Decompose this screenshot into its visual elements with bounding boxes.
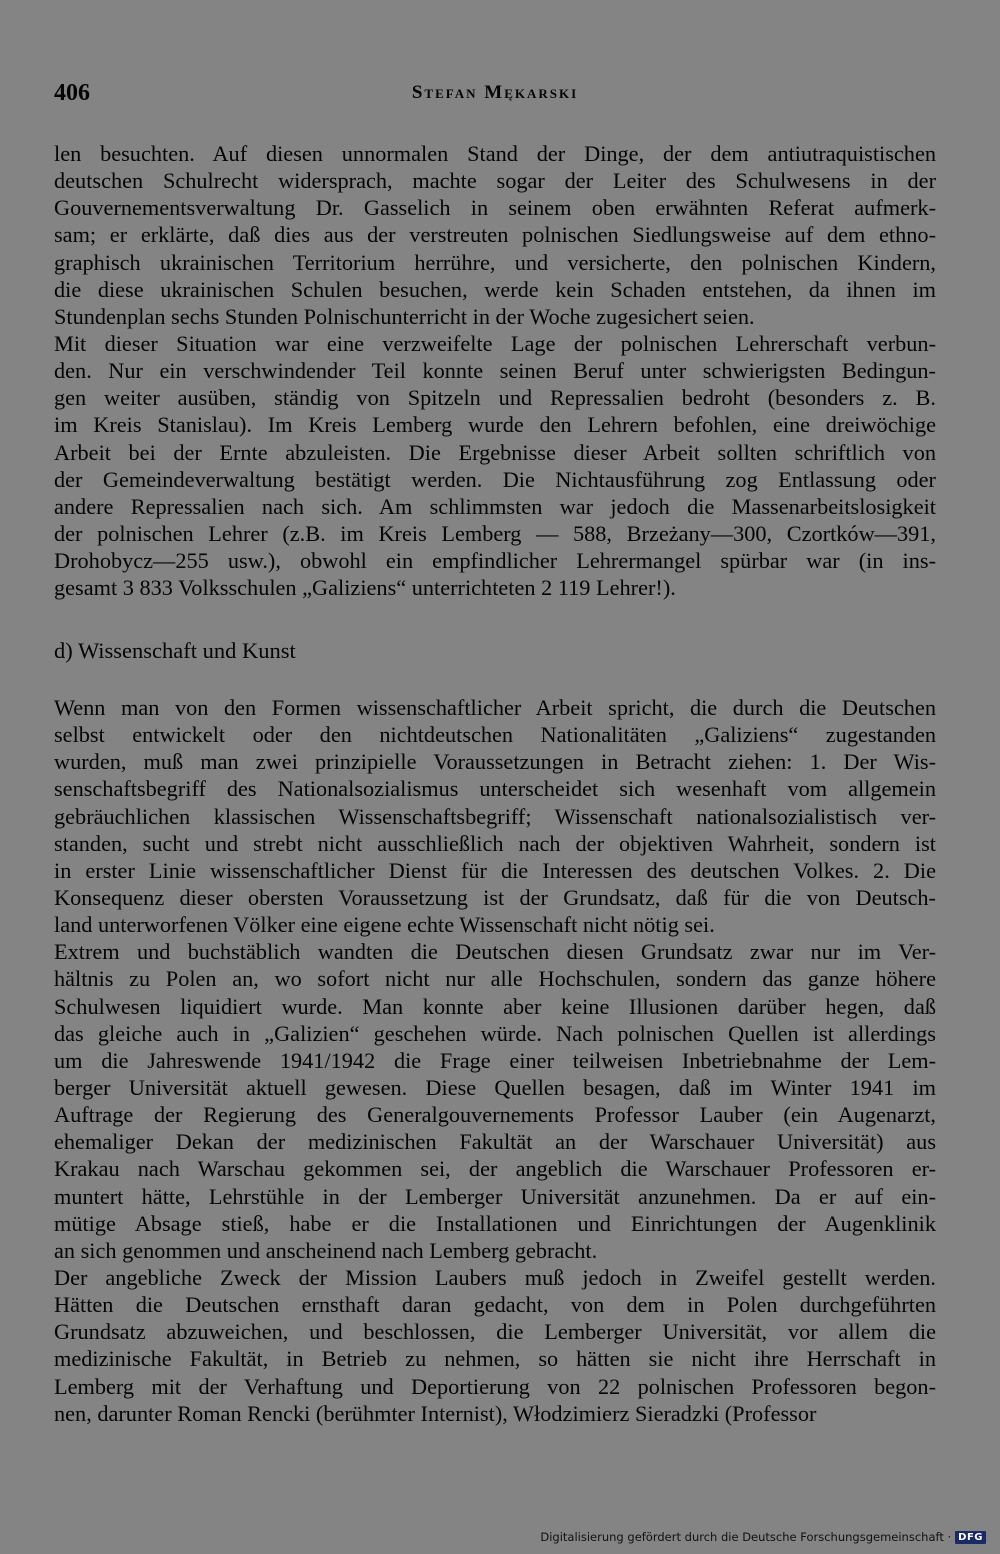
- text-line: nen, darunter Roman Rencki (berühmter Internist), Włodzimierz Sieradzki (Professor: [54, 1400, 817, 1426]
- text-line: Extrem und buchstäblich wandten die Deutschen diesen Grundsatz zwar nur im Ver-: [54, 939, 936, 965]
- text-line: berger Universität aktuell gewesen. Diese Quellen besagen, daß im Winter 1941 im: [54, 1074, 936, 1100]
- text-line: medizinische Fakultät, in Betrieb zu nehmen, so hätten sie nicht ihre Herrschaft in: [54, 1346, 936, 1372]
- text-line: Konsequenz dieser obersten Voraussetzung ist der Grundsatz, daß für die von Deutsch-: [54, 884, 936, 910]
- page-footer: [540, 1526, 986, 1548]
- running-head: Stefan Mękarski: [411, 82, 579, 103]
- text-line: Gouvernementsverwaltung Dr. Gasselich in seinem oben erwähnten Referat aufmerk-: [54, 195, 936, 221]
- dfg-logo: DFG: [955, 1531, 986, 1544]
- text-line: der Gemeindeverwaltung bestätigt werden. Die Nichtausführung zog Entlassung oder: [54, 466, 936, 492]
- page-header: [54, 76, 936, 112]
- text-line: Drohobycz—255 usw.), obwohl ein empfindlicher Lehrermangel spürbar war (in ins-: [54, 548, 936, 574]
- text-line: in erster Linie wissenschaftlicher Dienst für die Interessen des deutschen Volkes. 2. Die: [54, 857, 936, 883]
- text-line: Stundenplan sechs Stunden Polnischunterricht in der Woche zugesichert seien.: [54, 303, 755, 329]
- text-line: senschaftsbegriff des Nationalsozialismus unterscheidet sich wesenhaft vom allgemein: [54, 776, 936, 802]
- text-line: Der angebliche Zweck der Mission Laubers muß jedoch in Zweifel gestellt werden.: [54, 1264, 936, 1290]
- text-line: ehemaliger Dekan der medizinischen Fakultät an der Warschauer Universität) aus: [54, 1129, 936, 1155]
- footer-credit: Digitalisierung gefördert durch die Deutsche Forschungsgemeinschaft ·: [540, 1530, 952, 1544]
- text-line: im Kreis Stanislau). Im Kreis Lemberg wurde den Lehrern befohlen, eine dreiwöchige: [54, 412, 936, 438]
- section2-text: [54, 694, 936, 1427]
- text-line: Krakau nach Warschau gekommen sei, der angeblich die Warschauer Professoren er-: [54, 1156, 936, 1182]
- text-line: Grundsatz abzuweichen, und beschlossen, die Lemberger Universität, vor allem die: [54, 1319, 936, 1345]
- text-line: muntert hätte, Lehrstühle in der Lemberger Universität anzunehmen. Da er auf ein-: [54, 1183, 936, 1209]
- section-heading: d) Wissenschaft und Kunst: [54, 638, 296, 663]
- text-line: Lemberg mit der Verhaftung und Deportierung von 22 polnischen Professoren begon-: [54, 1373, 936, 1399]
- text-line: Mit dieser Situation war eine verzweifelte Lage der polnischen Lehrerschaft verbun-: [54, 330, 936, 356]
- text-line: um die Jahreswende 1941/1942 die Frage einer teilweisen Inbetriebnahme der Lem-: [54, 1047, 936, 1073]
- text-line: Arbeit bei der Ernte abzuleisten. Die Ergebnisse dieser Arbeit sollten schriftlich von: [54, 439, 936, 465]
- text-line: Hätten die Deutschen ernsthaft daran gedacht, von dem in Polen durchgeführten: [54, 1292, 936, 1318]
- text-line: der polnischen Lehrer (z.B. im Kreis Lemberg — 588, Brzeżany—300, Czortków—391,: [54, 520, 936, 546]
- text-line: gebräuchlichen klassischen Wissenschaftsbegriff; Wissenschaft nationalsozialistisch ver-: [54, 803, 936, 829]
- text-line: land unterworfenen Völker eine eigene echte Wissenschaft nicht nötig sei.: [54, 912, 715, 938]
- text-line: an sich genommen und anscheinend nach Lemberg gebracht.: [54, 1237, 598, 1263]
- text-line: wurden, muß man zwei prinzipielle Voraussetzungen in Betracht ziehen: 1. Der Wis-: [54, 749, 936, 775]
- text-line: Wenn man von den Formen wissenschaftlicher Arbeit spricht, die durch die Deutschen: [54, 695, 936, 720]
- text-line: Schulwesen liquidiert wurde. Man konnte aber keine Illusionen darüber hegen, daß: [54, 993, 936, 1019]
- text-line: gesamt 3 833 Volksschulen „Galiziens“ unterrichteten 2 119 Lehrer!).: [54, 575, 676, 601]
- text-line: selbst entwickelt oder den nichtdeutschen Nationalitäten „Galiziens“ zugestanden: [54, 722, 936, 748]
- text-line: den. Nur ein verschwindender Teil konnte seinen Beruf unter schwierigsten Bedingun-: [54, 358, 936, 384]
- page-number: 406: [54, 80, 90, 106]
- text-line: graphisch ukrainischen Territorium herrühre, und versicherte, den polnischen Kindern,: [54, 249, 936, 275]
- text-line: mütige Absage stieß, habe er die Installationen und Einrichtungen der Augenklinik: [54, 1210, 936, 1236]
- text-line: die diese ukrainischen Schulen besuchen, werde kein Schaden entstehen, da ihnen im: [54, 276, 936, 302]
- text-line: Auftrage der Regierung des Generalgouvernements Professor Lauber (ein Augenarzt,: [54, 1102, 936, 1128]
- text-line: len besuchten. Auf diesen unnormalen Stand der Dinge, der dem antiutraquistischen: [54, 141, 936, 166]
- section1-text: [54, 140, 936, 601]
- text-line: das gleiche auch in „Galizien“ geschehen würde. Nach polnischen Quellen ist allerdings: [54, 1020, 936, 1046]
- text-line: standen, sucht und strebt nicht ausschließlich nach der objektiven Wahrheit, sondern ist: [54, 830, 936, 856]
- text-line: deutschen Schulrecht widersprach, machte sogar der Leiter des Schulwesens in der: [54, 168, 936, 194]
- text-line: sam; er erklärte, daß dies aus der verstreuten polnischen Siedlungsweise auf dem ethno-: [54, 222, 936, 248]
- text-line: andere Repressalien nach sich. Am schlimmsten war jedoch die Massenarbeitslosigkeit: [54, 493, 936, 519]
- text-line: gen weiter ausüben, ständig von Spitzeln und Repressalien bedroht (besonders z. B.: [54, 385, 936, 411]
- text-line: hältnis zu Polen an, wo sofort nicht nur alle Hochschulen, sondern das ganze höhere: [54, 966, 936, 992]
